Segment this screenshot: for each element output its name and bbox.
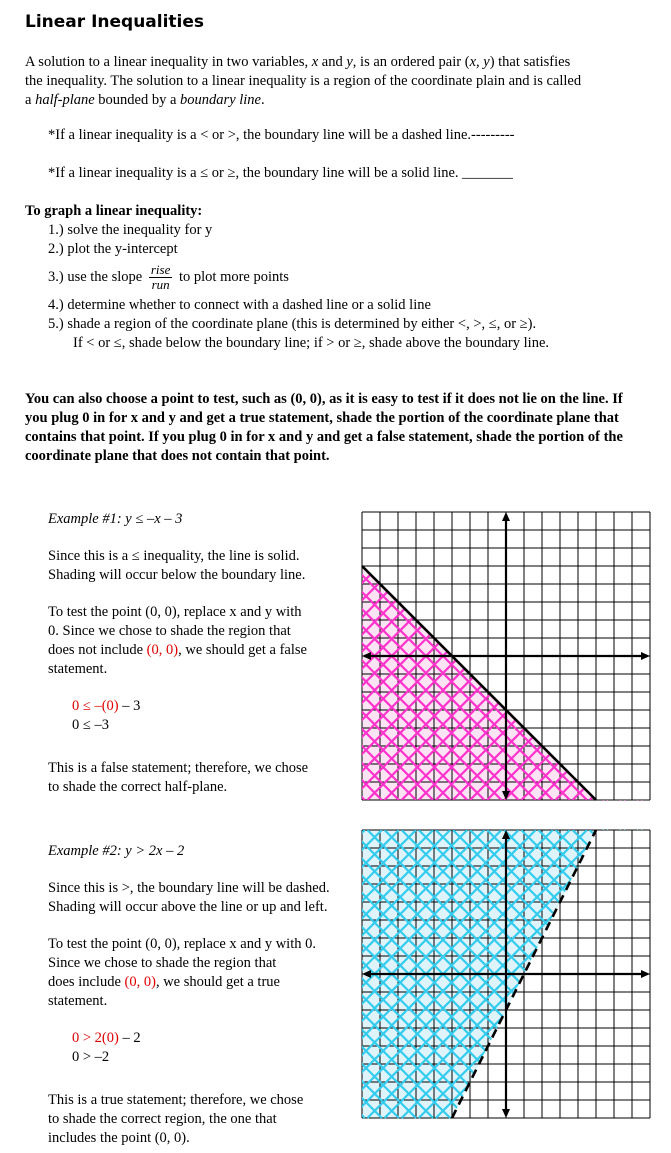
ex2-math-1-rest: – 2 xyxy=(118,1030,141,1046)
howto-heading: To graph a linear inequality: xyxy=(25,203,203,219)
ex1-line-2: Shading will occur below the boundary line. xyxy=(48,567,306,583)
var-y: y xyxy=(346,54,353,70)
slope-fraction xyxy=(149,263,173,292)
howto-step-1: 1.) solve the inequality for y xyxy=(48,222,213,238)
ex1-test-a: To test the point (0, 0), replace x and y with xyxy=(48,604,302,620)
term-half-plane: half-plane xyxy=(35,92,95,108)
note-dashed: *If a linear inequality is a < or >, the boundary line will be a dashed line.--------- xyxy=(48,127,515,143)
ex1-test-e: statement. xyxy=(48,661,108,677)
page-title: Linear Inequalities xyxy=(25,12,205,32)
ex1-concl-b: to shade the correct half-plane. xyxy=(48,779,228,795)
example-1-title: Example #1: y ≤ –x – 3 xyxy=(48,511,183,527)
y-axis-arrow-top xyxy=(502,512,510,521)
ex2-concl-c: includes the point (0, 0). xyxy=(48,1130,190,1146)
example-1-graph xyxy=(359,509,653,803)
ex1-math-1 xyxy=(48,697,368,716)
ex2-math-2: 0 > –2 xyxy=(72,1049,110,1065)
example-2-title: Example #2: y > 2x – 2 xyxy=(48,843,185,859)
test-point-paragraph: You can also choose a point to test, such as (0, 0), as it is easy to test if it does not lie on the line. If you plug 0 in for x and y and get a true statement, shade the portion of the coordinate plane that contains that point. If you plug 0 in for x and y and get a false statement, shade the portion of the coordinate plane that does not contain that point. xyxy=(25,391,623,464)
x-axis-arrow-right xyxy=(641,652,650,660)
howto-step-2: 2.) plot the y-intercept xyxy=(48,241,178,257)
ex1-math-2: 0 ≤ –3 xyxy=(72,717,109,733)
note-solid: *If a linear inequality is a ≤ or ≥, the boundary line will be a solid line. _______ xyxy=(48,165,513,181)
ex2-test-c: does include xyxy=(48,974,125,990)
howto-step-5: 5.) shade a region of the coordinate plane (this is determined by either <, >, ≤, or ≥). xyxy=(48,316,537,332)
intro-text-and: and xyxy=(318,54,347,70)
ex2-line-2: Shading will occur above the line or up and left. xyxy=(48,899,328,915)
step3-text-post: to plot more points xyxy=(178,268,289,285)
ex1-test-c: does not include xyxy=(48,642,147,658)
ex2-test-c-line xyxy=(48,973,368,992)
ex2-test-d: , we should get a true xyxy=(155,974,280,990)
ex1-test-d: , we should get a false xyxy=(178,642,307,658)
example-1-text xyxy=(48,510,368,797)
ordered-pair: x, y xyxy=(469,54,490,70)
fraction-denominator: run xyxy=(151,277,170,292)
ex2-concl-a: This is a true statement; therefore, we chose xyxy=(48,1092,304,1108)
ex2-math-1-red: 0 > 2(0) xyxy=(72,1030,119,1046)
ex2-test-a: To test the point (0, 0), replace x and y with 0. xyxy=(48,936,316,952)
intro-text-5: . xyxy=(261,92,265,108)
ex1-line-1: Since this is a ≤ inequality, the line is solid. xyxy=(48,548,300,564)
intro-text-4: bounded by a xyxy=(94,92,181,108)
ex2-test-b: Since we chose to shade the region that xyxy=(48,955,277,971)
y-axis-arrow-bottom xyxy=(502,1109,510,1118)
intro-text-1: A solution to a linear inequality in two variables, xyxy=(25,54,312,70)
ex2-line-1: Since this is >, the boundary line will be dashed. xyxy=(48,880,330,896)
example-2-graph xyxy=(359,827,653,1121)
intro-paragraph xyxy=(25,53,585,110)
step3-text-pre: 3.) use the slope xyxy=(48,268,143,285)
howto-section xyxy=(25,202,625,353)
howto-step-5-cont: If < or ≤, shade below the boundary line; if > or ≥, shade above the boundary line. xyxy=(73,335,550,351)
term-boundary-line: boundary line xyxy=(180,92,261,108)
fraction-numerator: rise xyxy=(150,262,171,277)
ex1-test-c-line xyxy=(48,641,368,660)
ex2-concl-b: to shade the correct region, the one that xyxy=(48,1111,277,1127)
intro-text-3: ) that satisfies the inequality. The solution to a linear inequality is a region of the coordinate plain and is called a xyxy=(25,54,582,108)
ex2-test-point: (0, 0) xyxy=(124,974,156,990)
ex1-test-point: (0, 0) xyxy=(146,642,179,658)
var-x: x xyxy=(311,54,319,70)
example-2-text xyxy=(48,842,368,1148)
ex1-concl-a: This is a false statement; therefore, we chose xyxy=(48,760,309,776)
ex2-test-e: statement. xyxy=(48,993,108,1009)
ex1-math-1-rest: – 3 xyxy=(118,698,141,714)
ex1-test-b: 0. Since we chose to shade the region that xyxy=(48,623,291,639)
howto-step-4: 4.) determine whether to connect with a dashed line or a solid line xyxy=(48,297,431,313)
x-axis-arrow-right xyxy=(641,970,650,978)
ex2-math-1 xyxy=(48,1029,368,1048)
intro-text-2: , is an ordered pair ( xyxy=(352,54,470,70)
ex1-math-1-red: 0 ≤ –(0) xyxy=(72,698,119,714)
howto-step-3 xyxy=(25,263,625,292)
